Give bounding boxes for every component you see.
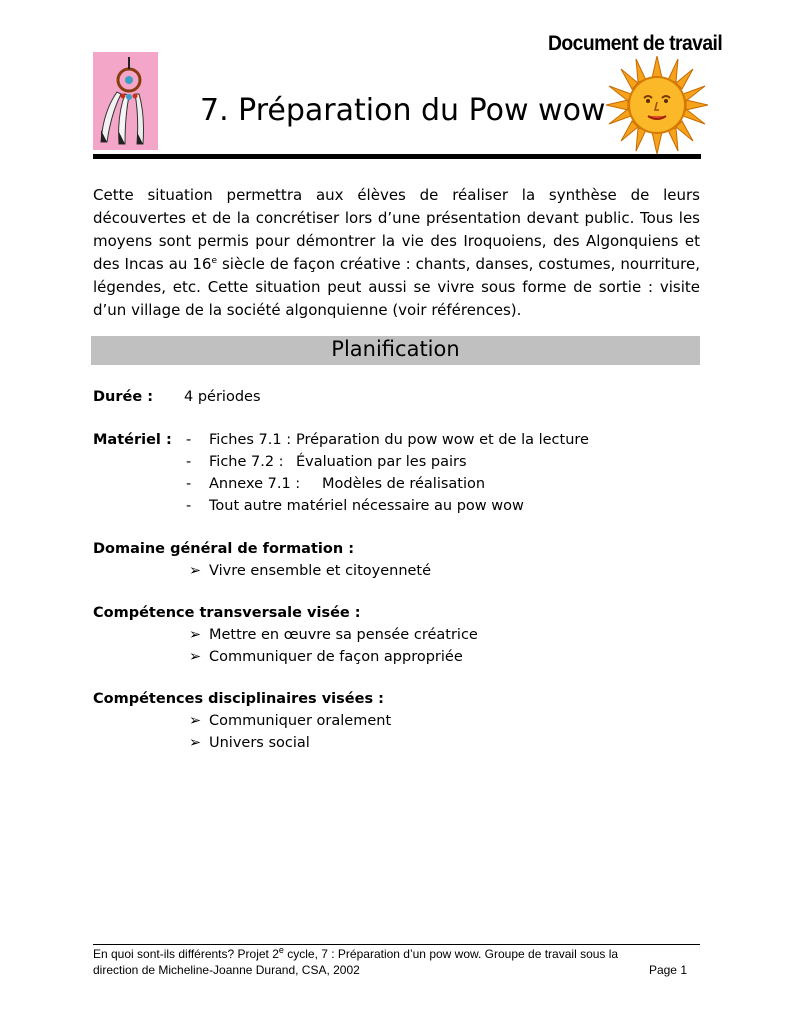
materiel-dash: - <box>186 454 192 470</box>
feathers-dreamcatcher-icon <box>93 52 158 150</box>
materiel-ref: Annexe 7.1 : <box>209 476 301 492</box>
page-number: Page 1 <box>648 963 687 977</box>
transversale-label: Compétence transversale visée : <box>93 605 361 621</box>
list-item-text: Communiquer de façon appropriée <box>209 649 463 665</box>
materiel-ref: Fiches 7.1 : <box>209 432 292 448</box>
duree-label: Durée : <box>93 389 154 405</box>
footer-superscript: e <box>278 945 284 955</box>
section-header-bar <box>91 336 700 365</box>
arrow-bullet-icon: ➢ <box>189 563 202 579</box>
materiel-ref: Tout autre matériel nécessaire au pow wow <box>209 498 524 514</box>
page-title: 7. Préparation du Pow wow <box>200 93 606 128</box>
materiel-desc: Évaluation par les pairs <box>296 454 467 470</box>
sun-face-icon <box>606 56 708 154</box>
list-item <box>189 713 391 729</box>
list-item <box>189 563 431 579</box>
materiel-label: Matériel : <box>93 432 172 448</box>
section-title: Planification <box>331 337 460 361</box>
intro-paragraph <box>93 184 700 322</box>
list-item <box>189 735 310 751</box>
footer-divider <box>93 944 700 945</box>
materiel-desc: Préparation du pow wow et de la lecture <box>296 432 589 448</box>
document-label: Document de travail <box>548 32 723 55</box>
footer-line-1 <box>93 946 687 962</box>
disciplinaires-label: Compétences disciplinaires visées : <box>93 691 384 707</box>
materiel-desc: Modèles de réalisation <box>322 476 486 492</box>
intro-text-end: siècle de façon créative : chants, danses, costumes, nourriture, légendes, etc. Cette situation peut aussi se vivre sous forme de sortie : visite d’un village de la société algonquienne (voir références). <box>93 255 700 319</box>
list-item <box>189 649 463 665</box>
materiel-ref: Fiche 7.2 : <box>209 454 284 470</box>
intro-text-start: Cette situation permettra aux élèves de réaliser la synthèse de leurs découvertes et de la concrétiser lors d’une présentation devant public. Tous les moyens sont permis pour démontrer la vie des Iroquoiens, des Algonquiens et des Incas au 16 <box>93 186 700 273</box>
list-item-text: Mettre en œuvre sa pensée créatrice <box>209 627 478 643</box>
intro-superscript: e <box>211 256 218 266</box>
list-item-text: Univers social <box>209 735 310 751</box>
materiel-dash: - <box>186 498 192 514</box>
duree-value: 4 périodes <box>184 389 261 405</box>
list-item-text: Communiquer oralement <box>209 713 392 729</box>
materiel-dash: - <box>186 432 192 448</box>
footer-text: En quoi sont-ils différents? Projet 2 <box>93 947 279 961</box>
materiel-dash: - <box>186 476 192 492</box>
list-item <box>189 627 478 643</box>
title-divider <box>93 154 701 159</box>
page-footer <box>93 946 687 978</box>
arrow-bullet-icon: ➢ <box>189 627 202 643</box>
list-item-text: Vivre ensemble et citoyenneté <box>209 563 432 579</box>
arrow-bullet-icon: ➢ <box>189 735 202 751</box>
footer-line-2: direction de Micheline-Joanne Durand, CSA, 2002 <box>93 963 360 977</box>
arrow-bullet-icon: ➢ <box>189 713 202 729</box>
footer-text: cycle, 7 : Préparation d’un pow wow. Groupe de travail sous la <box>283 947 619 961</box>
arrow-bullet-icon: ➢ <box>189 649 202 665</box>
domaine-label: Domaine général de formation : <box>93 541 354 557</box>
